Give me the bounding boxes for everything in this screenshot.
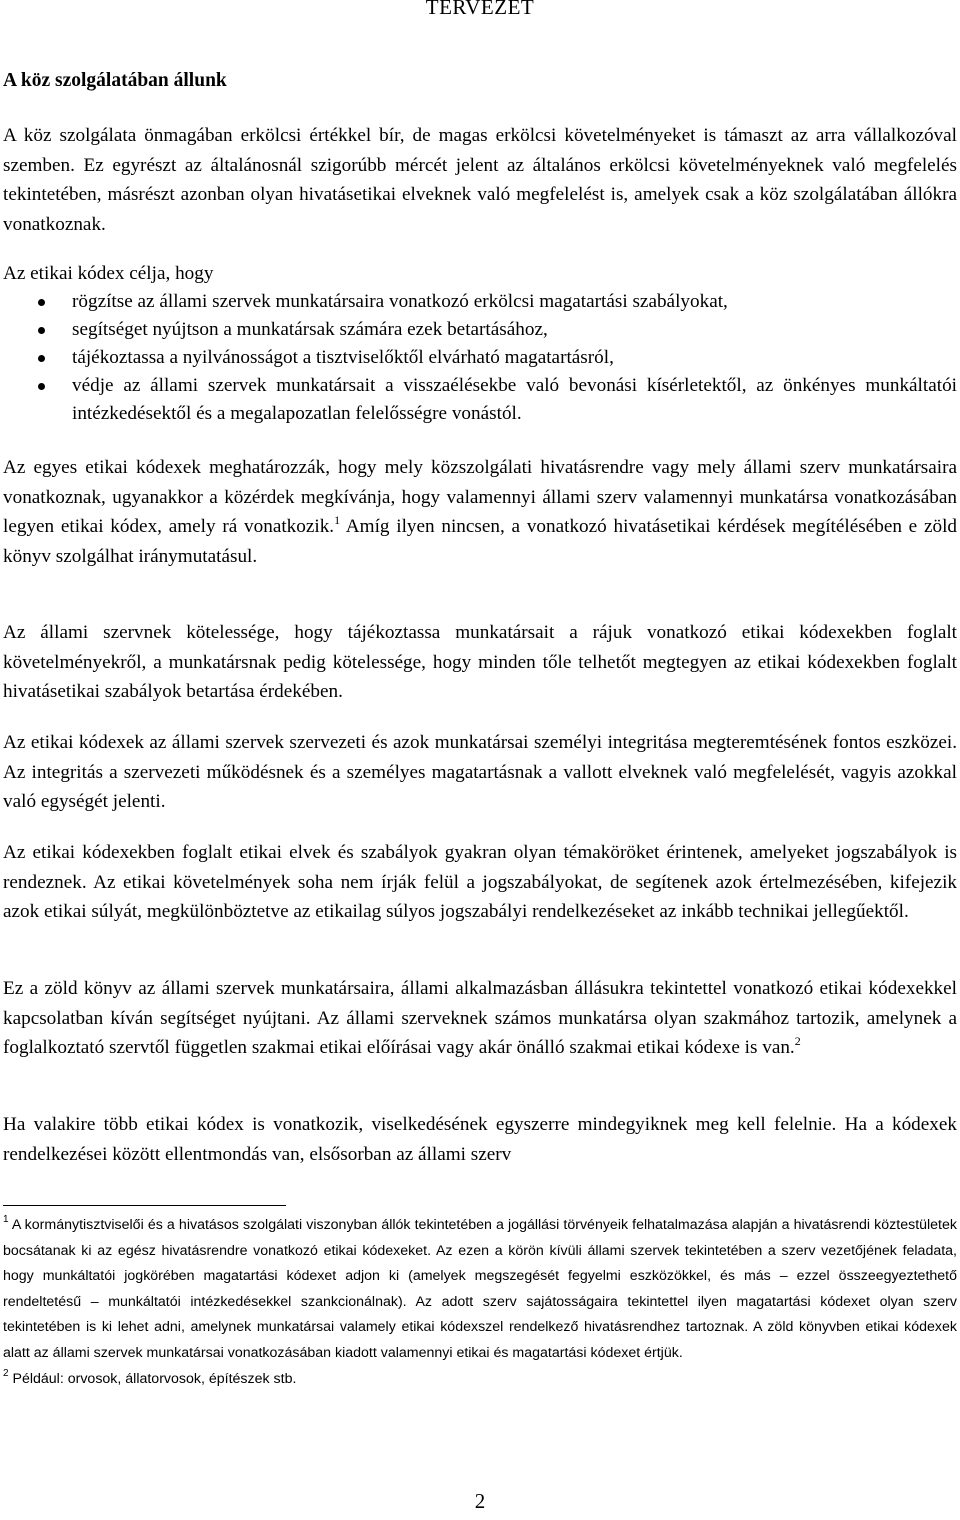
bullet-icon bbox=[38, 383, 45, 390]
paragraph-employer-duty: Az állami szervnek kötelessége, hogy tájékoztassa munkatársait a rájuk vonatkozó etikai kódexekben foglalt követelményekről, a munkatársnak pedig kötelessége, hogy minden tőle telhetőt megtegyen az etikai kódexekben foglalt hivatásetikai szabályok betartása érdekében. bbox=[3, 622, 957, 702]
paragraph-text: Amíg ilyen nincsen, a vonatkozó hivatásetikai kérdések megítélésében e zöld könyv szolgálhat iránymutatásul. bbox=[3, 516, 957, 567]
paragraph-multiple-codes: Ha valakire több etikai kódex is vonatkozik, viselkedésének egyszerre mindegyiknek meg kell felelnie. Ha a kódexek rendelkezései között ellentmondás van, elsősorban az állami szerv bbox=[3, 1114, 957, 1165]
list-item-text: védje az állami szervek munkatársait a visszaélésekbe való bevonási kísérletektől, az önkényes munkáltatói intézkedésektől és a megalapozatlan felelősségre vonástól. bbox=[72, 375, 957, 424]
paragraph-integrity: Az etikai kódexek az állami szervek szervezeti és azok munkatársai személyi integritása megteremtésének fontos eszközei. Az integritás a szervezeti működésnek és a személyes magatartásnak a vallott elveknek való megfelelését, vagyis azokkal való egységét jelenti. bbox=[3, 732, 957, 812]
section-heading: A köz szolgálatában állunk bbox=[3, 70, 227, 91]
paragraph-green-book bbox=[3, 974, 957, 1063]
list-item bbox=[0, 344, 957, 372]
paragraph-legal-relation: Az etikai kódexekben foglalt etikai elvek és szabályok gyakran olyan témaköröket érintenek, amelyeket jogszabályok is rendeznek. Az etikai követelmények soha nem írják felül a jogszabályokat, de segítenek azok értelmezésében, kifejezik azok etikai súlyát, megkülönböztetve az etikailag súlyos jogszabályi rendelkezéseket az inkább technikai jellegűektől. bbox=[3, 842, 957, 922]
bullet-icon bbox=[38, 327, 45, 334]
paragraph-text: Az egyes etikai kódexek meghatározzák, hogy mely közszolgálati hivatásrendre vagy mely állami szerv munkatársaira vonatkoznak, ugyanakkor a közérdek megkívánja, hogy valamennyi állami szerv valamennyi munkatársa vonatkozásában legyen etikai kódex, amely rá vonatkozik. bbox=[3, 457, 957, 537]
footnote-number: 1 bbox=[3, 1214, 9, 1225]
list-item bbox=[0, 372, 957, 428]
list-item-text: tájékoztassa a nyilvánosságot a tisztviselőktől elvárható magatartásról, bbox=[72, 347, 614, 368]
footnote-ref-1[interactable]: 1 bbox=[334, 513, 341, 527]
goals-list bbox=[0, 288, 957, 428]
footnote-text: Például: orvosok, állatorvosok, építészek stb. bbox=[8, 1370, 297, 1387]
paragraph-text: Ez a zöld könyv az állami szervek munkatársaira, állami alkalmazásban állásukra tekintettel vonatkozó etikai kódexekkel kapcsolatban kíván segítséget nyújtani. Az állami szerveknek számos munkatársa olyan szakmához tartozik, amelynek a foglalkoztató szervtől független szakmai etikai előírásai vagy akár önálló szakmai etikai kódexe is van. bbox=[3, 978, 957, 1058]
footnote-text: A kormánytisztviselői és a hivatásos szolgálati viszonyban állók tekintetében a jogállási törvényeik felhatalmazása alapján a hivatásrendi köztestületek bocsátanak ki az egész hivatásrendre vonatkozó etikai kódexeket. Az ezen a körön kívüli állami szervek tekintetében a szerv vezetőjének feladata, hogy munkáltatói jogkörében magatartási kódexet adjon ki (amelyek megszegését fegyelmi eszközökkel, és más – ezzel összeegyeztethető rendeltetésű – munkáltatói intézkedésekkel szankcionálnak). Az adott szerv sajátosságaira tekintettel ilyen magatartási kódexet olyan szerv tekintetében is ki lehet adni, amelynek munkatársai valamely etikai kódexszel rendelkező hivatásrendhez tartoznak. A zöld könyvben etikai kódexek alatt az állami szervek munkatársai vonatkozásában kiadott valamennyi etikai és magatartási kódexet értjük. bbox=[3, 1217, 957, 1361]
paragraph-intro: A köz szolgálata önmagában erkölcsi értékkel bír, de magas erkölcsi követelményeket is támaszt az arra vállalkozóval szemben. Ez egyrészt az általánosnál szigorúbb mércét jelent az általános erkölcsi követelményeknek való megfelelés tekintetében, másrészt azonban olyan hivatásetikai elveknek való megfelelést is, amelyek csak a köz szolgálatában állókra vonatkoznak. bbox=[3, 125, 957, 235]
document-header: TERVEZET bbox=[425, 0, 535, 19]
paragraph-codes-scope bbox=[3, 453, 957, 571]
bullet-icon bbox=[38, 299, 45, 306]
list-item bbox=[0, 288, 957, 316]
footnote-2 bbox=[3, 1367, 957, 1393]
footnote-1 bbox=[3, 1213, 957, 1367]
footnotes bbox=[3, 1213, 957, 1392]
bullet-icon bbox=[38, 355, 45, 362]
footnote-divider bbox=[3, 1205, 286, 1206]
list-intro: Az etikai kódex célja, hogy bbox=[3, 263, 214, 284]
footnote-number: 2 bbox=[3, 1367, 9, 1379]
list-item bbox=[0, 316, 957, 344]
footnote-ref-2[interactable]: 2 bbox=[794, 1034, 801, 1048]
list-item-text: rögzítse az állami szervek munkatársaira vonatkozó erkölcsi magatartási szabályokat, bbox=[72, 291, 728, 312]
list-item-text: segítséget nyújtson a munkatársak számára ezek betartásához, bbox=[72, 319, 548, 340]
page-number: 2 bbox=[474, 1489, 486, 1513]
